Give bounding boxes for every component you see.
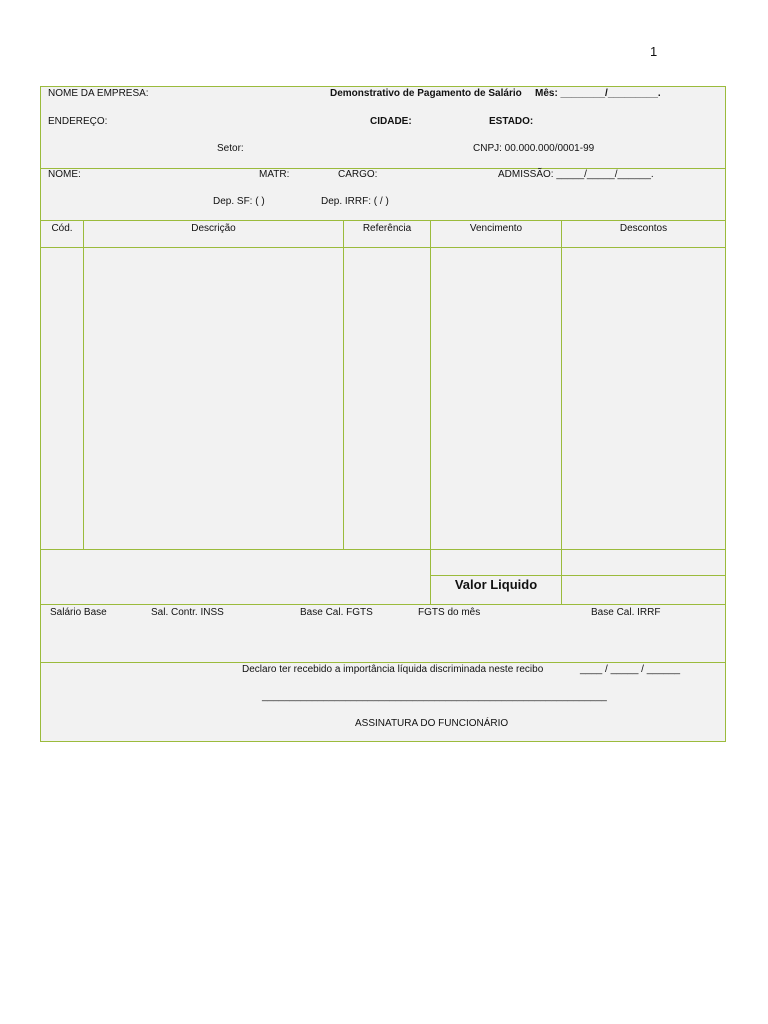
city-label: CIDADE: <box>370 116 412 127</box>
col-header-descontos: Descontos <box>619 223 668 234</box>
sector-label: Setor: <box>217 143 244 154</box>
role-label: CARGO: <box>338 169 378 180</box>
declaration-date: ____ / _____ / ______ <box>580 664 681 675</box>
col-divider-venc <box>561 220 562 604</box>
month-field: Mês: ________/_________. <box>535 88 661 99</box>
divider-bases <box>41 662 725 663</box>
signature-label: ASSINATURA DO FUNCIONÁRIO <box>355 718 509 729</box>
declaration-text: Declaro ter recebido a importância líquida discriminada neste recibo <box>242 664 544 675</box>
employee-name-label: NOME: <box>48 169 81 180</box>
fgts-mes: FGTS do mês <box>418 607 481 618</box>
base-salario: Salário Base <box>50 607 107 618</box>
col-header-cod: Cód. <box>51 223 73 234</box>
net-value-label: Valor Liquido <box>454 577 538 592</box>
divider-columns <box>41 247 725 248</box>
base-fgts: Base Cal. FGTS <box>300 607 373 618</box>
col-header-descricao: Descrição <box>191 223 236 234</box>
dep-irrf-field: Dep. IRRF: ( / ) <box>321 196 389 207</box>
cnpj-label: CNPJ: 00.000.000/0001-99 <box>473 143 595 154</box>
payslip-form <box>40 86 726 742</box>
address-label: ENDEREÇO: <box>48 116 108 127</box>
col-header-referencia: Referência <box>362 223 412 234</box>
company-label: NOME DA EMPRESA: <box>48 88 149 99</box>
state-label: ESTADO: <box>489 116 534 127</box>
admission-field: ADMISSÃO: _____/_____/______. <box>498 169 654 180</box>
divider-totals <box>430 575 725 576</box>
base-inss: Sal. Contr. INSS <box>151 607 224 618</box>
col-divider-ref <box>430 220 431 604</box>
base-irrf: Base Cal. IRRF <box>591 607 661 618</box>
col-header-vencimento: Vencimento <box>469 223 523 234</box>
page-number: 1 <box>650 44 658 59</box>
dep-sf-field: Dep. SF: ( ) <box>213 196 265 207</box>
doc-title: Demonstrativo de Pagamento de Salário <box>330 88 522 99</box>
signature-line: ______________________________________________________________ <box>262 691 607 702</box>
divider-employee <box>41 220 725 221</box>
divider-table-bottom <box>41 549 725 550</box>
divider-net <box>41 604 725 605</box>
col-divider-desc <box>343 220 344 549</box>
col-divider-cod <box>83 220 84 549</box>
matr-label: MATR: <box>259 169 290 180</box>
